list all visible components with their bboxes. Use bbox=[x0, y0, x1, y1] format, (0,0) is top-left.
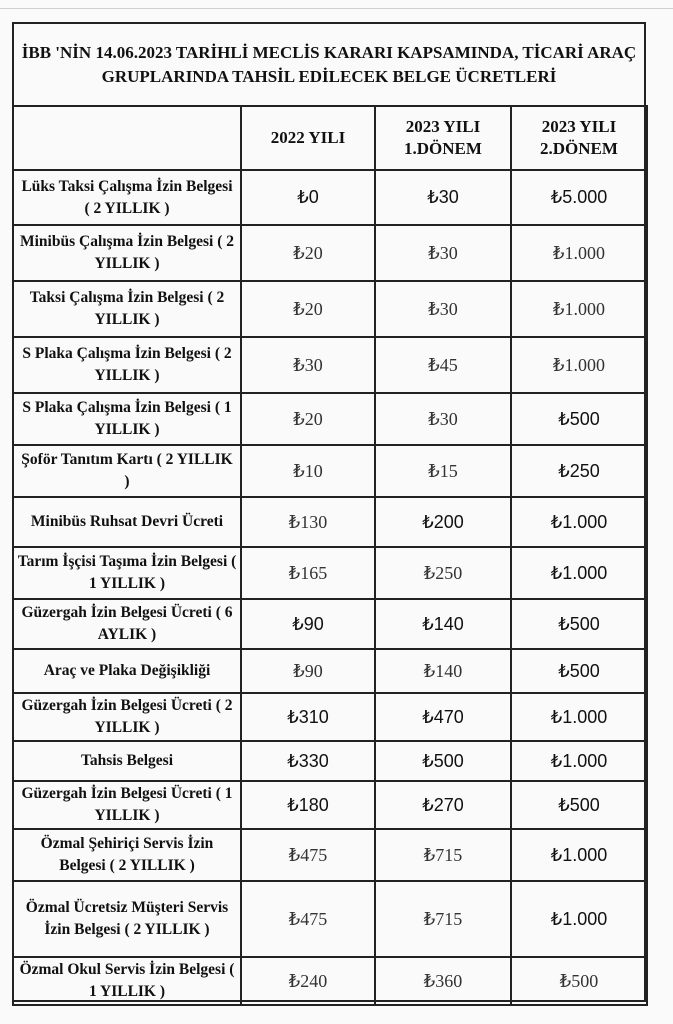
row-label: Araç ve Plaka Değişikliği bbox=[13, 649, 241, 693]
value-2022: ₺330 bbox=[241, 741, 375, 781]
header-2023-1: 2023 YILI 1.DÖNEM bbox=[375, 106, 511, 170]
row-label: S Plaka Çalışma İzin Belgesi ( 1 YILLIK ) bbox=[13, 393, 241, 445]
row-label: Güzergah İzin Belgesi Ücreti ( 2 YILLIK ) bbox=[13, 693, 241, 741]
table-row bbox=[13, 829, 647, 881]
row-label: Taksi Çalışma İzin Belgesi ( 2 YILLIK ) bbox=[13, 281, 241, 337]
row-label: Özmal Okul Servis İzin Belgesi ( 1 YILLIK ) bbox=[13, 957, 241, 1005]
row-label: Tarım İşçisi Taşıma İzin Belgesi ( 1 YILLIK ) bbox=[13, 547, 241, 599]
table-row bbox=[13, 599, 647, 649]
value-2023-2: ₺500 bbox=[511, 781, 647, 829]
table-row bbox=[13, 781, 647, 829]
value-2023-2: ₺1.000 bbox=[511, 693, 647, 741]
value-2023-2: ₺250 bbox=[511, 445, 647, 497]
row-label: Minibüs Çalışma İzin Belgesi ( 2 YILLIK ) bbox=[13, 225, 241, 281]
header-2023-2: 2023 YILI 2.DÖNEM bbox=[511, 106, 647, 170]
value-2022: ₺30 bbox=[241, 337, 375, 393]
value-2023-2: ₺1.000 bbox=[511, 741, 647, 781]
table-row bbox=[13, 225, 647, 281]
value-2022: ₺165 bbox=[241, 547, 375, 599]
value-2023-1: ₺360 bbox=[375, 957, 511, 1005]
value-2023-2: ₺1.000 bbox=[511, 281, 647, 337]
fee-table bbox=[12, 105, 648, 1006]
value-2022: ₺310 bbox=[241, 693, 375, 741]
header-empty bbox=[13, 106, 241, 170]
value-2023-1: ₺30 bbox=[375, 225, 511, 281]
value-2023-2: ₺500 bbox=[511, 599, 647, 649]
value-2023-1: ₺200 bbox=[375, 497, 511, 547]
value-2023-1: ₺30 bbox=[375, 393, 511, 445]
value-2023-1: ₺140 bbox=[375, 599, 511, 649]
table-row bbox=[13, 741, 647, 781]
value-2023-2: ₺5.000 bbox=[511, 170, 647, 225]
value-2023-2: ₺1.000 bbox=[511, 497, 647, 547]
value-2023-1: ₺15 bbox=[375, 445, 511, 497]
value-2023-2: ₺1.000 bbox=[511, 225, 647, 281]
value-2023-2: ₺1.000 bbox=[511, 547, 647, 599]
row-label: Şoför Tanıtım Kartı ( 2 YILLIK ) bbox=[13, 445, 241, 497]
table-row bbox=[13, 497, 647, 547]
table-row bbox=[13, 393, 647, 445]
value-2023-1: ₺140 bbox=[375, 649, 511, 693]
value-2023-1: ₺45 bbox=[375, 337, 511, 393]
value-2022: ₺0 bbox=[241, 170, 375, 225]
value-2023-1: ₺30 bbox=[375, 281, 511, 337]
row-label: Minibüs Ruhsat Devri Ücreti bbox=[13, 497, 241, 547]
value-2023-2: ₺500 bbox=[511, 957, 647, 1005]
value-2023-1: ₺250 bbox=[375, 547, 511, 599]
value-2022: ₺475 bbox=[241, 829, 375, 881]
table-row bbox=[13, 649, 647, 693]
value-2023-2: ₺1.000 bbox=[511, 337, 647, 393]
table-row bbox=[13, 170, 647, 225]
value-2022: ₺20 bbox=[241, 225, 375, 281]
value-2023-1: ₺470 bbox=[375, 693, 511, 741]
table-row bbox=[13, 445, 647, 497]
value-2023-1: ₺715 bbox=[375, 829, 511, 881]
value-2022: ₺20 bbox=[241, 393, 375, 445]
value-2022: ₺90 bbox=[241, 599, 375, 649]
table-row bbox=[13, 281, 647, 337]
document-title: İBB 'NİN 14.06.2023 TARİHLİ MECLİS KARARI KAPSAMINDA, TİCARİ ARAÇ GRUPLARINDA TAHSİL EDİLECEK BELGE ÜCRETLERİ bbox=[21, 43, 637, 86]
value-2023-1: ₺500 bbox=[375, 741, 511, 781]
value-2023-2: ₺500 bbox=[511, 393, 647, 445]
row-label: Özmal Şehiriçi Servis İzin Belgesi ( 2 YILLIK ) bbox=[13, 829, 241, 881]
header-2022: 2022 YILI bbox=[241, 106, 375, 170]
value-2022: ₺130 bbox=[241, 497, 375, 547]
row-label: Özmal Ücretsiz Müşteri Servis İzin Belgesi ( 2 YILLIK ) bbox=[13, 881, 241, 957]
top-divider bbox=[0, 8, 673, 9]
header-row bbox=[13, 106, 647, 170]
row-label: Güzergah İzin Belgesi Ücreti ( 1 YILLIK ) bbox=[13, 781, 241, 829]
row-label: Güzergah İzin Belgesi Ücreti ( 6 AYLIK ) bbox=[13, 599, 241, 649]
value-2023-2: ₺1.000 bbox=[511, 881, 647, 957]
value-2022: ₺90 bbox=[241, 649, 375, 693]
table-row bbox=[13, 337, 647, 393]
value-2022: ₺20 bbox=[241, 281, 375, 337]
row-label: Lüks Taksi Çalışma İzin Belgesi ( 2 YILLIK ) bbox=[13, 170, 241, 225]
table-row bbox=[13, 547, 647, 599]
table-row bbox=[13, 693, 647, 741]
value-2022: ₺10 bbox=[241, 445, 375, 497]
row-label: Tahsis Belgesi bbox=[13, 741, 241, 781]
value-2022: ₺475 bbox=[241, 881, 375, 957]
row-label: S Plaka Çalışma İzin Belgesi ( 2 YILLIK ) bbox=[13, 337, 241, 393]
value-2023-1: ₺30 bbox=[375, 170, 511, 225]
value-2023-2: ₺500 bbox=[511, 649, 647, 693]
value-2022: ₺180 bbox=[241, 781, 375, 829]
value-2023-2: ₺1.000 bbox=[511, 829, 647, 881]
table-row bbox=[13, 957, 647, 1005]
value-2022: ₺240 bbox=[241, 957, 375, 1005]
table-row bbox=[13, 881, 647, 957]
value-2023-1: ₺270 bbox=[375, 781, 511, 829]
value-2023-1: ₺715 bbox=[375, 881, 511, 957]
